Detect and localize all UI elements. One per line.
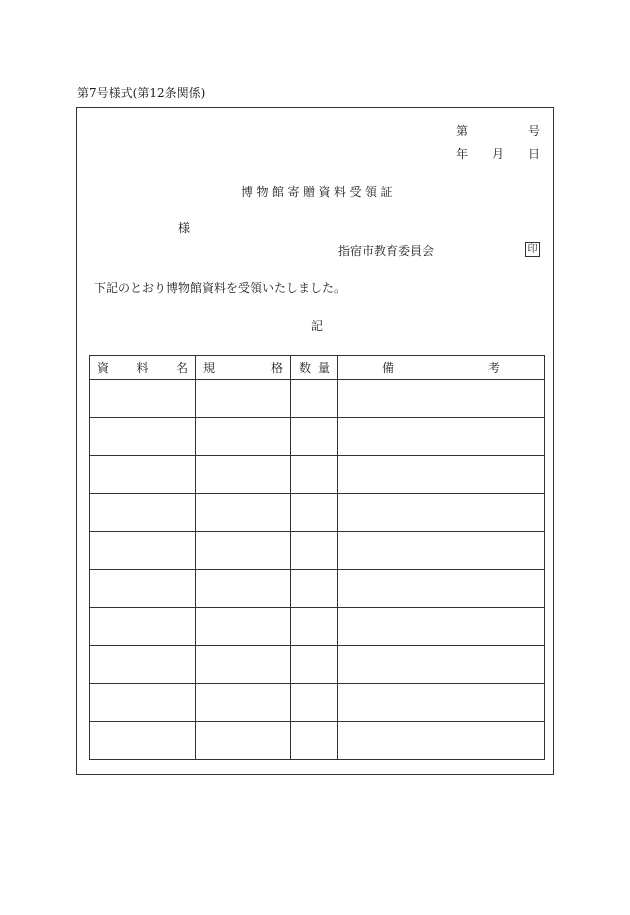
cell-item-name[interactable] <box>90 608 196 646</box>
cell-spec[interactable] <box>196 380 291 418</box>
col-spec: 規 格 <box>196 356 291 380</box>
cell-quantity[interactable] <box>291 456 338 494</box>
cell-remarks[interactable] <box>338 608 545 646</box>
seal-icon: 印 <box>525 242 540 257</box>
cell-item-name[interactable] <box>90 646 196 684</box>
cell-item-name[interactable] <box>90 684 196 722</box>
day-label: 日 <box>527 147 540 161</box>
month-label: 月 <box>491 147 504 161</box>
table-row <box>90 646 545 684</box>
table-row <box>90 418 545 456</box>
cell-remarks[interactable] <box>338 684 545 722</box>
table-row <box>90 380 545 418</box>
cell-spec[interactable] <box>196 684 291 722</box>
col-remarks: 備 考 <box>338 356 545 380</box>
cell-quantity[interactable] <box>291 418 338 456</box>
col-quantity: 数 量 <box>291 356 338 380</box>
cell-quantity[interactable] <box>291 494 338 532</box>
table-header-row <box>90 356 545 380</box>
document-title: 博物館寄贈資料受領証 <box>241 185 397 199</box>
cell-item-name[interactable] <box>90 456 196 494</box>
cell-item-name[interactable] <box>90 494 196 532</box>
year-label: 年 <box>456 147 469 161</box>
cell-spec[interactable] <box>196 418 291 456</box>
table-row <box>90 570 545 608</box>
cell-item-name[interactable] <box>90 532 196 570</box>
table-row <box>90 532 545 570</box>
cell-quantity[interactable] <box>291 380 338 418</box>
table-row <box>90 494 545 532</box>
cell-remarks[interactable] <box>338 494 545 532</box>
body-text: 下記のとおり博物館資料を受領いたしました。 <box>94 281 347 295</box>
dai-label: 第 <box>456 124 469 138</box>
cell-item-name[interactable] <box>90 570 196 608</box>
go-label: 号 <box>527 124 540 138</box>
cell-spec[interactable] <box>196 532 291 570</box>
table-row <box>90 722 545 760</box>
cell-quantity[interactable] <box>291 646 338 684</box>
cell-item-name[interactable] <box>90 418 196 456</box>
cell-quantity[interactable] <box>291 570 338 608</box>
col-item-name: 資 料 名 <box>90 356 196 380</box>
seal-mark <box>525 241 540 257</box>
cell-item-name[interactable] <box>90 722 196 760</box>
cell-remarks[interactable] <box>338 570 545 608</box>
cell-quantity[interactable] <box>291 608 338 646</box>
table-row <box>90 608 545 646</box>
form-number: 第7号様式(第12条関係) <box>77 86 206 100</box>
date-line <box>456 145 540 162</box>
cell-remarks[interactable] <box>338 646 545 684</box>
cell-remarks[interactable] <box>338 532 545 570</box>
ki-label: 記 <box>311 319 324 333</box>
items-table <box>89 355 545 760</box>
cell-quantity[interactable] <box>291 722 338 760</box>
cell-item-name[interactable] <box>90 380 196 418</box>
cell-remarks[interactable] <box>338 456 545 494</box>
cell-spec[interactable] <box>196 646 291 684</box>
number-line <box>456 122 540 139</box>
issuer-name: 指宿市教育委員会 <box>338 244 435 258</box>
cell-remarks[interactable] <box>338 380 545 418</box>
table-row <box>90 684 545 722</box>
cell-remarks[interactable] <box>338 418 545 456</box>
cell-quantity[interactable] <box>291 532 338 570</box>
cell-spec[interactable] <box>196 494 291 532</box>
cell-spec[interactable] <box>196 722 291 760</box>
cell-remarks[interactable] <box>338 722 545 760</box>
cell-spec[interactable] <box>196 570 291 608</box>
addressee-suffix: 様 <box>178 221 191 235</box>
table-row <box>90 456 545 494</box>
cell-spec[interactable] <box>196 608 291 646</box>
cell-quantity[interactable] <box>291 684 338 722</box>
cell-spec[interactable] <box>196 456 291 494</box>
